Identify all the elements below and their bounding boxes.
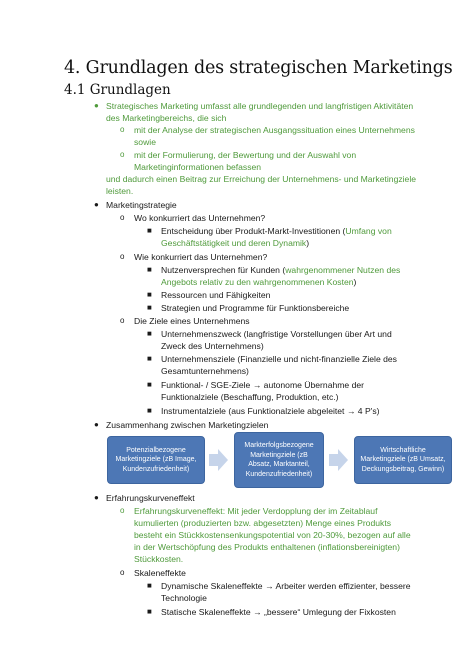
bullet-dot: ● [94,493,99,502]
text-line: mit der Analyse der strategischen Ausgangssituation eines Unternehmens [134,125,415,135]
text-line: Erfahrungskurveneffekt [106,493,195,503]
text-line: mit der Formulierung, der Bewertung und der Auswahl von [134,150,357,160]
text-line: Dynamische Skaleneffekte → Arbeiter werden effizienter, bessere [161,581,411,591]
text-line: Zusammenhang zwischen Marketingzielen [106,420,269,430]
bullet-square: ■ [147,607,152,616]
flow-box-market-success-goals: Markterfolgsbezogene Marketingziele (zB Absatz, Marktanteil, Kundenzufriedenheit) [234,432,324,488]
bullet-square: ■ [147,581,152,590]
text-line: Strategien und Programme für Funktionsbereiche [161,303,350,313]
text-line: Unternehmensziele (Finanzielle und nicht-finanzielle Ziele des [161,354,397,364]
bullet-dot: ● [94,200,99,209]
bullet-square: ■ [147,406,152,415]
text-line: Entscheidung über Produkt-Markt-Investitionen (Umfang von [161,226,392,236]
text-line: Marketinginformationen befassen [134,162,262,172]
text-line: leisten. [106,186,134,196]
page-title: 4. Grundlagen des strategischen Marketings [64,58,453,78]
text-line: Skaleneffekte [134,568,186,578]
text-line: Stückkosten. [134,554,184,564]
bullet-square: ■ [147,380,152,389]
text-line: Statische Skaleneffekte → „bessere“ Umlegung der Fixkosten [161,607,396,617]
bullet-square: ■ [147,226,152,235]
bullet-square: ■ [147,354,152,363]
text-line: Ressourcen und Fähigkeiten [161,290,271,300]
bullet-square: ■ [147,303,152,312]
text-line: Zweck des Unternehmens) [161,341,264,351]
bullet-circle: o [120,568,125,577]
text-line: sowie [134,137,156,147]
bullet-circle: o [120,252,125,261]
text-line: Marketingstrategie [106,200,177,210]
bullet-circle: o [120,213,125,222]
text-line: Nutzenversprechen für Kunden (wahrgenommener Nutzen des [161,265,401,275]
flow-arrow-1 [209,449,228,471]
text-line: Funktionalziele (Beschaffung, Produktion, etc.) [161,392,339,402]
bullet-circle: o [120,316,125,325]
flow-arrow-2 [329,449,348,471]
bullet-circle: o [120,125,125,134]
bullet-dot: ● [94,420,99,429]
text-line: Angebots relativ zu den wahrgenommenen Kosten) [161,277,357,287]
text-line: Gesamtunternehmens) [161,366,249,376]
text-line: kumulierten (produzierten bzw. abgesetzten) Menge eines Produkts [134,518,391,528]
text-line: Funktional- / SGE-Ziele → autonome Übernahme der [161,380,365,390]
bullet-square: ■ [147,265,152,274]
text-line: Instrumentalziele (aus Funktionalziele abgeleitet → 4 P's) [161,406,380,416]
text-line: Wie konkurriert das Unternehmen? [134,252,268,262]
text-line: Unternehmenszweck (langfristige Vorstellungen über Art und [161,329,392,339]
text-line: Technologie [161,593,207,603]
text-line: Wo konkurriert das Unternehmen? [134,213,266,223]
text-line: Geschäftstätigkeit und deren Dynamik) [161,238,310,248]
flow-box-economic-goals: Wirtschaftliche Marketingziele (zB Umsatz, Deckungsbeitrag, Gewinn) [354,436,452,484]
text-line: des Marketingbereichs, die sich [106,113,227,123]
bullet-dot: ● [94,101,99,110]
text-line: Strategisches Marketing umfasst alle grundlegenden und langfristigen Aktivitäten [106,101,414,111]
flow-box-potential-goals: Potenzialbezogene Marketingziele (zB Image, Kundenzufriedenheit) [107,436,205,484]
text-line: besteht ein Stückkostensenkungspotential von 20-30%, bezogen auf alle [134,530,411,540]
bullet-circle: o [120,506,125,515]
text-line: Die Ziele eines Unternehmens [134,316,250,326]
text-line: Erfahrungskurveneffekt: Mit jeder Verdopplung der im Zeitablauf [134,506,378,516]
bullet-square: ■ [147,290,152,299]
bullet-square: ■ [147,329,152,338]
text-line: in der Wertschöpfung des Produkts enthaltenen (inflationsbereinigten) [134,542,400,552]
section-title: 4.1 Grundlagen [64,82,171,98]
bullet-circle: o [120,150,125,159]
text-line: und dadurch einen Beitrag zur Erreichung der Unternehmens- und Marketingziele [106,174,417,184]
